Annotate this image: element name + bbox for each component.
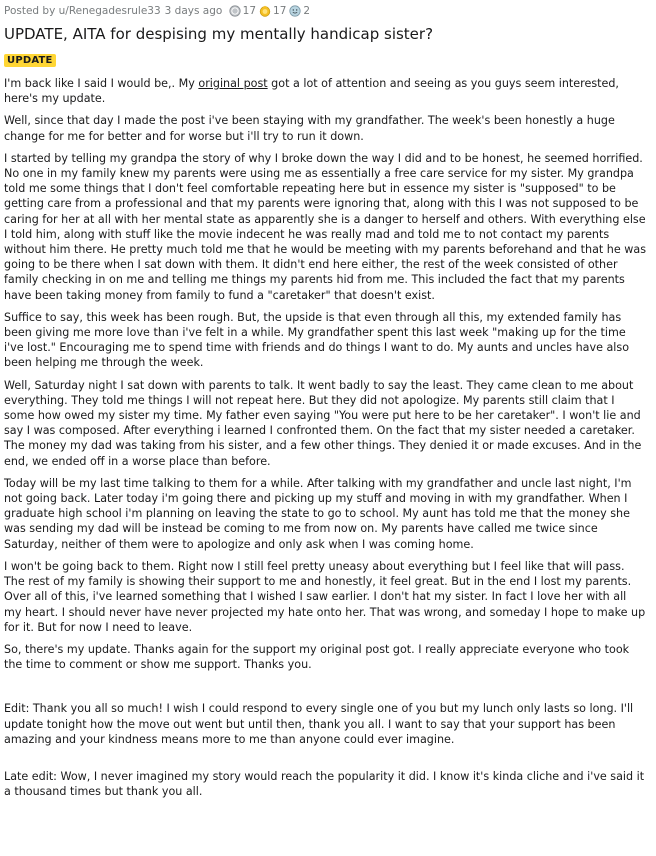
post-body [4, 76, 646, 799]
paragraph: Well, Saturday night I sat down with parents to talk. It went badly to say the least. They came clean to me about everything. They told me things I will not repeat here. But they did not apologize. My parents still claim that I some how owed my sister my time. My father even saying "You were put here to be her caretaker". I won't lie and say I was composed. After everything i learned I confronted them. On the fact that my sister needed a caretaker. The money my dad was taking from his sister, and a few other things. They denied it or made excuses. And in the end, we ended off in a worse place than before. [4, 378, 642, 468]
silver-award-icon [229, 5, 241, 17]
spacer [4, 679, 646, 701]
award-silver[interactable] [229, 4, 256, 18]
paragraph: Suffice to say, this week has been rough. But, the upside is that even through all this, my extended family has been giving me more love than i've felt in a while. My grandfather spent this last week "making up for the time i've lost." Encouraging me to spend time with friends and do things I want to do. My aunts and uncles have also been helping me through the week. [4, 310, 630, 370]
paragraph: So, there's my update. Thanks again for the support my original post got. I really appreciate everyone who took the time to comment or show me support. Thanks you. [4, 642, 630, 672]
paragraph: I started by telling my grandpa the story of why I broke down the way I did and to be honest, he seemed horrified. No one in my family knew my parents were using me as essentially a free care service for my sister. My grandpa told me some things that I don't feel comfortable repeating here but in essence my sister is "supposed" to be getting care from a professional and that my parents were ignoring that, along with this I was not supposed to be caring for her at all with her mental state as apparently she is a danger to herself and others. With everything else I told him, along with stuff like the movie indecent he was really mad and told me to not contact my parents without him there. He pretty much told me that he would be meeting with my parents beforehand and that he was going to be there when I sat down with them. It didn't end here either, the rest of the week consisted of other family checking in on me and telling me things my parents hid from me. This included the fact that my parents have been taking money from family to fund a "caretaker" that doesn't exist. [4, 151, 646, 302]
award-gold[interactable] [259, 4, 286, 18]
spacer [4, 754, 646, 769]
edit-note: Edit: Thank you all so much! I wish I could respond to every single one of you but my lunch only lasts so long. I'll update tonight how the move out went but until then, thank you all. I want to say that your support has been amazing and your kindness means more to me than anyone could ever imagine. [4, 702, 634, 746]
paragraph: I won't be going back to them. Right now I still feel pretty uneasy about everything but I feel like that will pass. The rest of my family is showing their support to me and honestly, it feel great. But in the end I lost my parents. Over all of this, i've learned something that I wished I saw earlier. I don't hat my sister. In fact I love her with all my heart. I should never have never projected my hate onto her. That was wrong, and someday I hope to make up for it. But for now I need to leave. [4, 559, 646, 634]
gold-award-icon [259, 5, 271, 17]
original-post-link[interactable]: original post [198, 77, 268, 90]
author-link[interactable]: u/Renegadesrule33 [58, 5, 161, 17]
paragraph: Today will be my last time talking to them for a while. After talking with my grandfather and uncle last night, I'm not going back. Later today i'm going there and picking up my stuff and moving in with my grandfather. When I graduate high school i'm planning on leaving the state to go to school. My aunt has told me that the money she was sending my dad will be instead be coming to me from now on. My parents have called me twice since Saturday, neither of them were to apologize and only ask when I was coming home. [4, 476, 632, 551]
award-count: 17 [242, 5, 257, 17]
paragraph: Well, since that day I made the post i've been staying with my grandfather. The week's been honestly a huge change for me for better and for worse but i'll try to run it down. [4, 114, 615, 143]
post-title[interactable]: UPDATE, AITA for despising my mentally handicap sister? [4, 25, 434, 43]
award-count: 17 [273, 5, 287, 17]
wholesome-award-icon [289, 5, 301, 17]
paragraph-intro: I'm back like I said I would be,. My original post got a lot of attention and seeing as you guys seem interested, here's my update. [4, 77, 619, 106]
post-meta [4, 4, 646, 18]
post-flair[interactable]: UPDATE [4, 54, 56, 67]
posted-by-label: Posted by [4, 5, 56, 17]
award-count: 2 [303, 5, 311, 17]
late-edit-note: Late edit: Wow, I never imagined my story would reach the popularity it did. I know it's kinda cliche and i've said it a thousand times but thank you all. [4, 769, 645, 799]
post-time[interactable]: 3 days ago [164, 5, 223, 17]
award-wholesome[interactable] [289, 4, 310, 18]
